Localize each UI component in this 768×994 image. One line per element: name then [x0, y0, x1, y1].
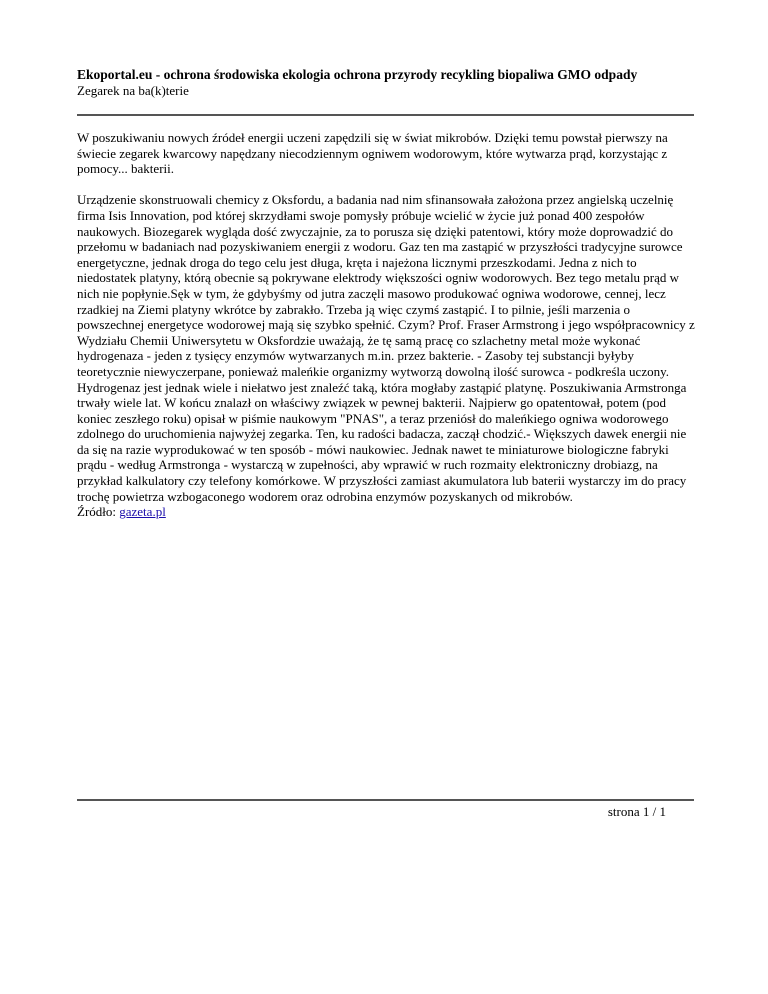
page-indicator: strona 1 / 1	[607, 804, 666, 819]
source-line	[77, 504, 697, 520]
header-divider	[77, 114, 694, 116]
source-link[interactable]: gazeta.pl	[119, 504, 166, 520]
site-title: Ekoportal.eu - ochrona środowiska ekologia ochrona przyrody recykling biopaliwa GMO odpady	[77, 67, 638, 82]
page-header	[77, 66, 697, 99]
source-label: Źródło:	[77, 504, 120, 520]
article-title: Zegarek na ba(k)terie	[77, 83, 189, 98]
article-body: Urządzenie skonstruowali chemicy z Oksfordu, a badania nad nim sfinansowała założona przez angielską uczelnię firma Isis Innovation, pod której skrzydłami swoje pomysły próbuje wcielić w życie już ponad 400 zespołów naukowych. Biozegarek wygląda dość zwyczajnie, za to porusza się dzięki patentowi, który może doprowadzić do przełomu w badaniach nad pozyskiwaniem energii z wodoru. Gaz ten ma zastąpić w przyszłości tradycyjne surowce energetyczne, jednak droga do tego celu jest długa, kręta i najeżona licznymi przeszkodami. Jedna z nich to niedostatek platyny, którą obecnie są pokrywane elektrody większości ogniw wodorowych. Bez tego metalu prąd w nich nie popłynie.Sęk w tym, że gdybyśmy od jutra zaczęli masowo produkować ogniwa wodorowe, cennej, lecz rzadkiej na Ziemi platyny wkrótce by zabrakło. Trzeba ją więc czymś zastąpić. I to pilnie, jeśli marzenia o powszechnej energetyce wodorowej mają się szybko spełnić. Czym? Prof. Fraser Armstrong i jego współpracownicy z Wydziału Chemii Uniwersytetu w Oksfordzie uważają, że tę samą pracę co szlachetny metal może wykonać hydrogenaza - jeden z tysięcy enzymów wytwarzanych m.in. przez bakterie. - Zasoby tej substancji byłyby teoretycznie niewyczerpane, ponieważ maleńkie organizmy wytworzą dowolną ilość surowca - podkreśla uczony. Hydrogenaz jest jednak wiele i niełatwo jest znaleźć taką, która mogłaby zastąpić platynę. Poszukiwania Armstronga trwały wiele lat. W końcu znalazł on właściwy związek w pewnej bakterii. Najpierw go opatentował, potem (pod koniec zeszłego roku) opisał w piśmie naukowym "PNAS", a teraz przeniósł do maleńkiego ogniwa wodorowego zdolnego do uruchomienia najwyżej zegarka. Ten, ku radości badacza, zaczął chodzić.- Większych dawek energii nie da się na razie wyprodukować w ten sposób - mówi naukowiec. Jednak nawet te miniaturowe biologiczne fabryki prądu - według Armstronga - wystarczą w zupełności, aby wprawić w ruch rozmaity elektroniczny drobiazg, na przykład kalkulatory czy telefony komórkowe. W przyszłości zamiast akumulatora lub baterii wystarczy im do pracy trochę powietrza wzbogaconego wodorem oraz odrobina enzymów pozyskanych od mikrobów.	[77, 192, 695, 504]
footer-divider	[77, 799, 694, 801]
article-lead: W poszukiwaniu nowych źródeł energii uczeni zapędzili się w świat mikrobów. Dzięki temu powstał pierwszy na świecie zegarek kwarcowy napędzany niecodziennym ogniwem wodorowym, które wytwarza prąd, korzystając z pomocy... bakterii.	[77, 130, 668, 177]
article-content	[77, 130, 697, 520]
page-footer	[608, 804, 666, 819]
